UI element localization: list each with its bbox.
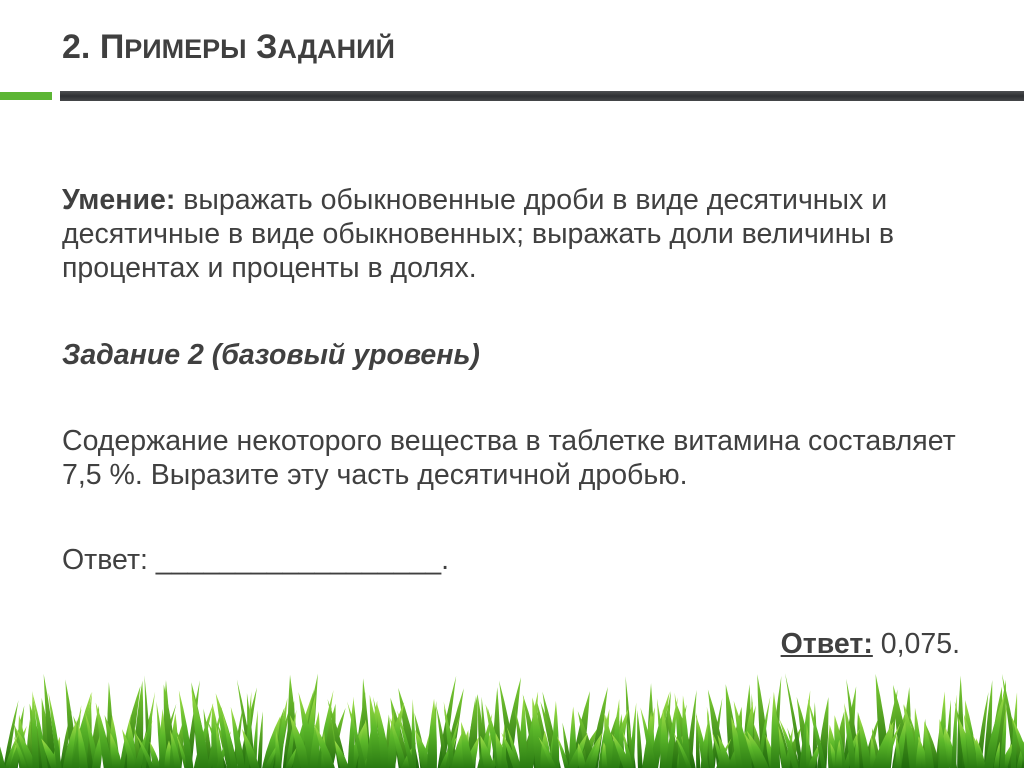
title-cap-1: П [99,28,125,66]
slide-title [62,28,395,67]
title-rest-2: АДАНИЙ [277,34,395,64]
accent-bar-green [0,92,52,100]
grass-blade [0,714,5,768]
grass-decoration [0,640,1024,768]
grass-blade [552,701,559,768]
grass-blade [257,711,263,768]
answer-line: Ответ: __________________. [62,544,450,576]
accent-bar-dark [60,91,1024,101]
title-cap-2: З [256,28,278,66]
grass-blade [951,695,957,768]
task-title: Задание 2 (базовый уровень) [62,339,480,371]
skill-label: Умение: [62,184,176,216]
grass-blade [637,710,643,768]
title-rest-1: РИМЕРЫ [124,34,247,64]
skill-paragraph [62,183,982,285]
grass-blade [411,699,416,768]
task-text: Содержание некоторого вещества в таблетке витамина составляет 7,5 %. Выразите эту часть десятичной дробью. [62,425,956,491]
title-number: 2. [62,28,91,66]
skill-text: выражать обыкновенные дроби в виде десятичных и десятичные в виде обыкновенных; выражать доли величины в процентах и проценты в долях. [62,184,895,284]
answer-key-value: 0,075. [880,628,960,660]
answer-key-label: Ответ: [780,628,873,660]
